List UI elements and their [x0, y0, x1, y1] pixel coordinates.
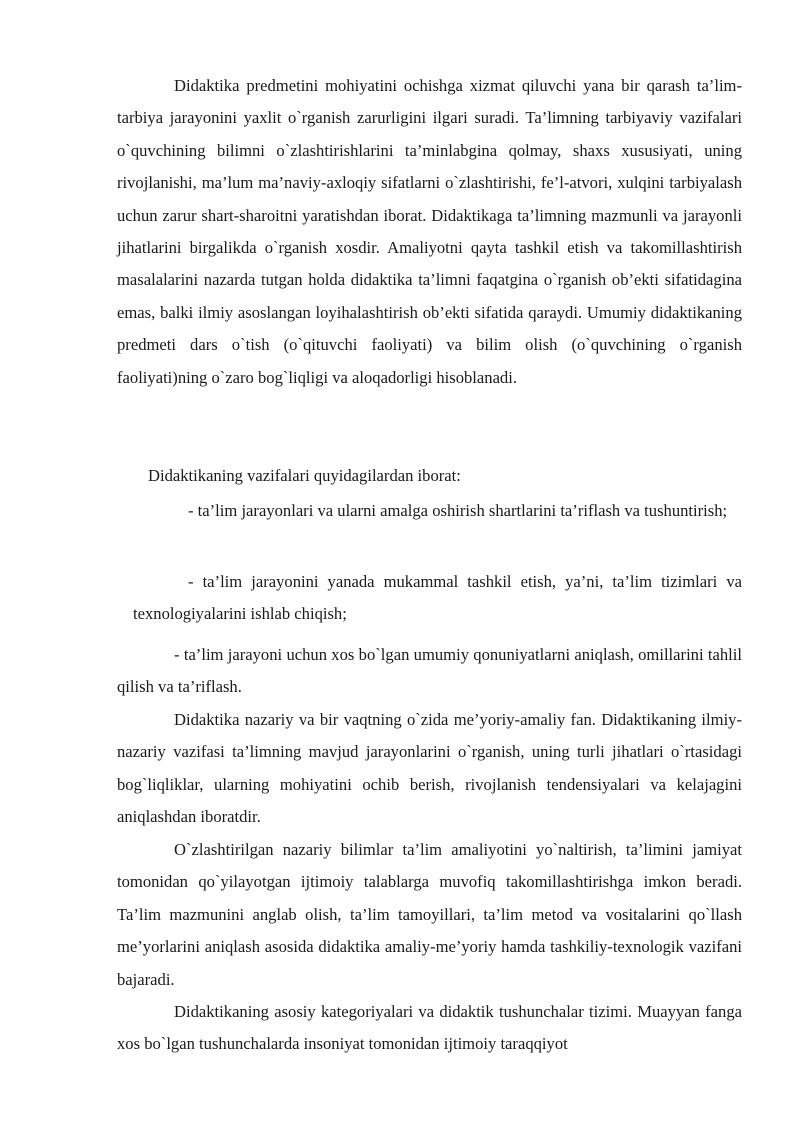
paragraph-didactics-subject: Didaktika predmetini mohiyatini ochishga xizmat qiluvchi yana bir qarash ta’lim-tarbiya jarayonini yaxlit o`rganish zarurligini ilgari suradi. Ta’limning tarbiyaviy vazifalari o`quvchining bilimni o`zlashtirishlarini ta’minlabgina qolmay, shaxs xususiyati, uning rivojlanishi, ma’lum ma’naviy-axloqiy sifatlarni o`zlashtirishi, fe’l-atvori, xulqini tarbiyalash uchun zarur shart-sharoitni yaratishdan iborat. Didaktikaga ta’limning mazmunli va jarayonli jihatlarini birgalikda o`rganish xosdir. Amaliyotni qayta tashkil etish va takomillashtirish masalalarini nazarda tutgan holda didaktika ta’limni faqatgina o`rganish ob’ekti sifatidagina emas, balki ilmiy asoslangan loyihalashtirish ob’ekti sifatida qaraydi. Umumiy didaktikaning predmeti dars o`tish (o`qituvchi faoliyati) va bilim olish (o`quvchining o`rganish faoliyati)ning o`zaro bog`liqligi va aloqadorligi hisoblanadi.	[117, 76, 742, 387]
paragraph-tasks-intro: Didaktikaning vazifalari quyidagilardan iborat:	[148, 466, 461, 485]
paragraph-theoretical-function: Didaktika nazariy va bir vaqtning o`zida me’yoriy-amaliy fan. Didaktikaning ilmiy-nazariy vazifasi ta’limning mavjud jarayonlarini o`rganish, uning turli jihatlari o`rtasidagi bog`liqliklar, ularning mohiyatini ochib berish, rivojlanish tendensiyalari va kelajagini aniqlashdan iboratdir.	[117, 710, 742, 827]
list-item-task-1: - ta’lim jarayonlari va ularni amalga oshirish shartlarini ta’riflash va tushuntirish;	[188, 501, 728, 520]
list-item-task-3: - ta’lim jarayoni uchun xos bo`lgan umumiy qonuniyatlarni aniqlash, omillarini tahlil qilish va ta’riflash.	[117, 645, 742, 697]
list-item-task-2: - ta’lim jarayonini yanada mukammal tashkil etish, ya’ni, ta’lim tizimlari va texnologiyalarini ishlab chiqish;	[133, 572, 742, 624]
paragraph-categories: Didaktikaning asosiy kategoriyalari va didaktik tushunchalar tizimi. Muayyan fanga xos bo`lgan tushunchalarda insoniyat tomonidan ijtimoiy taraqqiyot	[117, 1002, 742, 1054]
paragraph-practical-function: O`zlashtirilgan nazariy bilimlar ta’lim amaliyotini yo`naltirish, ta’limini jamiyat tomonidan qo`yilayotgan ijtimoiy talablarga muvofiq takomillashtirishga imkon beradi. Ta’lim mazmunini anglab olish, ta’lim tamoyillari, ta’lim metod va vositalarini qo`llash me’yorlarini aniqlash asosida didaktika amaliy-me’yoriy hamda tashkiliy-texnologik vazifani bajaradi.	[117, 840, 742, 989]
